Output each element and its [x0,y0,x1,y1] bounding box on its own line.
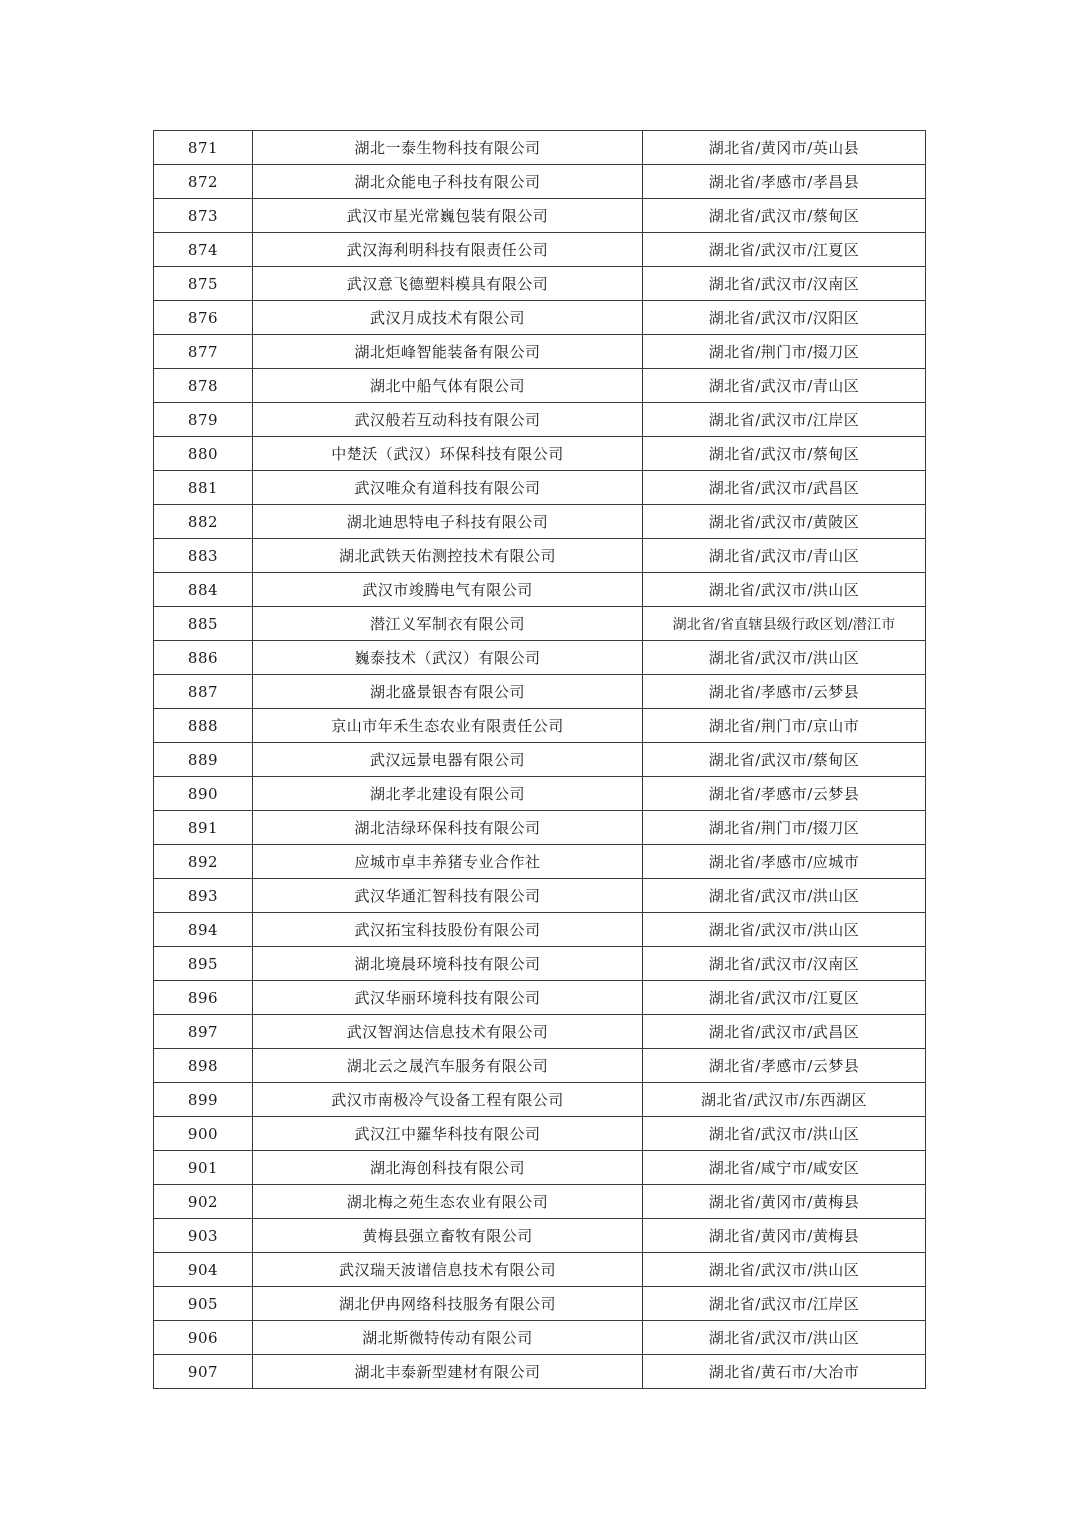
table-row [154,1287,926,1321]
row-number: 873 [154,199,253,233]
company-name: 武汉华丽环境科技有限公司 [253,981,643,1015]
company-name: 中楚沃（武汉）环保科技有限公司 [253,437,643,471]
company-name: 应城市卓丰养猪专业合作社 [253,845,643,879]
company-name: 湖北丰泰新型建材有限公司 [253,1355,643,1389]
company-region: 湖北省/孝感市/云梦县 [643,675,926,709]
table-row [154,267,926,301]
company-name: 武汉市星光常巍包装有限公司 [253,199,643,233]
company-name: 黄梅县强立畜牧有限公司 [253,1219,643,1253]
row-number: 906 [154,1321,253,1355]
row-number: 901 [154,1151,253,1185]
company-region: 湖北省/武汉市/洪山区 [643,1321,926,1355]
row-number: 871 [154,131,253,165]
company-region: 湖北省/黄冈市/黄梅县 [643,1185,926,1219]
company-name: 湖北盛景银杏有限公司 [253,675,643,709]
row-number: 879 [154,403,253,437]
company-list-body [154,131,926,1389]
company-name: 武汉智润达信息技术有限公司 [253,1015,643,1049]
table-row [154,641,926,675]
company-name: 湖北伊冉网络科技服务有限公司 [253,1287,643,1321]
row-number: 890 [154,777,253,811]
table-row [154,845,926,879]
table-row [154,539,926,573]
row-number: 903 [154,1219,253,1253]
row-number: 891 [154,811,253,845]
row-number: 893 [154,879,253,913]
company-region: 湖北省/孝感市/应城市 [643,845,926,879]
row-number: 895 [154,947,253,981]
table-row [154,1185,926,1219]
company-region: 湖北省/武汉市/江岸区 [643,1287,926,1321]
company-name: 京山市年禾生态农业有限责任公司 [253,709,643,743]
company-region: 湖北省/黄冈市/黄梅县 [643,1219,926,1253]
row-number: 904 [154,1253,253,1287]
row-number: 888 [154,709,253,743]
table-row [154,1321,926,1355]
table-row [154,1117,926,1151]
row-number: 877 [154,335,253,369]
row-number: 887 [154,675,253,709]
table-row [154,811,926,845]
company-name: 武汉瑞天波谱信息技术有限公司 [253,1253,643,1287]
row-number: 907 [154,1355,253,1389]
row-number: 905 [154,1287,253,1321]
table-row [154,1355,926,1389]
company-name: 巍泰技术（武汉）有限公司 [253,641,643,675]
company-name: 湖北迪思特电子科技有限公司 [253,505,643,539]
row-number: 876 [154,301,253,335]
table-row [154,1253,926,1287]
company-region: 湖北省/武汉市/洪山区 [643,1117,926,1151]
table-row [154,743,926,777]
company-name: 武汉海利明科技有限责任公司 [253,233,643,267]
table-row [154,1015,926,1049]
company-region: 湖北省/武汉市/汉阳区 [643,301,926,335]
company-region: 湖北省/黄冈市/英山县 [643,131,926,165]
company-name: 湖北一泰生物科技有限公司 [253,131,643,165]
company-region: 湖北省/武汉市/江夏区 [643,981,926,1015]
company-name: 武汉华通汇智科技有限公司 [253,879,643,913]
company-name: 武汉市竣腾电气有限公司 [253,573,643,607]
row-number: 884 [154,573,253,607]
table-row [154,403,926,437]
company-region: 湖北省/武汉市/汉南区 [643,267,926,301]
company-name: 湖北炬峰智能装备有限公司 [253,335,643,369]
company-name: 湖北境晨环境科技有限公司 [253,947,643,981]
row-number: 875 [154,267,253,301]
company-name: 湖北孝北建设有限公司 [253,777,643,811]
company-region: 湖北省/武汉市/武昌区 [643,1015,926,1049]
row-number: 892 [154,845,253,879]
table-row [154,165,926,199]
company-region: 湖北省/武汉市/蔡甸区 [643,437,926,471]
row-number: 874 [154,233,253,267]
company-name: 武汉江中羅华科技有限公司 [253,1117,643,1151]
table-row [154,913,926,947]
row-number: 882 [154,505,253,539]
company-region: 湖北省/武汉市/洪山区 [643,879,926,913]
row-number: 872 [154,165,253,199]
row-number: 900 [154,1117,253,1151]
company-name: 武汉唯众有道科技有限公司 [253,471,643,505]
table-row [154,199,926,233]
row-number: 883 [154,539,253,573]
company-name: 湖北海创科技有限公司 [253,1151,643,1185]
company-name: 湖北中船气体有限公司 [253,369,643,403]
row-number: 881 [154,471,253,505]
company-name: 湖北洁绿环保科技有限公司 [253,811,643,845]
table-row [154,1049,926,1083]
row-number: 878 [154,369,253,403]
company-name: 武汉意飞德塑料模具有限公司 [253,267,643,301]
table-row [154,573,926,607]
company-name: 潜江义军制衣有限公司 [253,607,643,641]
company-region: 湖北省/省直辖县级行政区划/潜江市 [643,607,926,641]
company-region: 湖北省/武汉市/蔡甸区 [643,199,926,233]
company-region: 湖北省/武汉市/江夏区 [643,233,926,267]
company-region: 湖北省/武汉市/汉南区 [643,947,926,981]
table-row [154,675,926,709]
company-name: 湖北武铁天佑测控技术有限公司 [253,539,643,573]
row-number: 902 [154,1185,253,1219]
row-number: 880 [154,437,253,471]
company-region: 湖北省/武汉市/蔡甸区 [643,743,926,777]
company-region: 湖北省/武汉市/洪山区 [643,1253,926,1287]
table-row [154,131,926,165]
company-region: 湖北省/武汉市/黄陂区 [643,505,926,539]
company-name: 武汉市南极冷气设备工程有限公司 [253,1083,643,1117]
row-number: 886 [154,641,253,675]
row-number: 894 [154,913,253,947]
table-row [154,607,926,641]
table-row [154,709,926,743]
table-row [154,1219,926,1253]
company-name: 湖北云之晟汽车服务有限公司 [253,1049,643,1083]
company-region: 湖北省/武汉市/洪山区 [643,913,926,947]
company-list-table [153,130,926,1389]
row-number: 898 [154,1049,253,1083]
row-number: 899 [154,1083,253,1117]
company-region: 湖北省/荆门市/京山市 [643,709,926,743]
row-number: 889 [154,743,253,777]
company-region: 湖北省/武汉市/洪山区 [643,573,926,607]
table-row [154,437,926,471]
company-region: 湖北省/孝感市/云梦县 [643,1049,926,1083]
table-row [154,947,926,981]
table-row [154,1083,926,1117]
company-region: 湖北省/武汉市/江岸区 [643,403,926,437]
company-region: 湖北省/黄石市/大冶市 [643,1355,926,1389]
company-name: 武汉般若互动科技有限公司 [253,403,643,437]
table-row [154,471,926,505]
table-row [154,233,926,267]
company-region: 湖北省/荆门市/掇刀区 [643,811,926,845]
company-name: 武汉月成技术有限公司 [253,301,643,335]
company-region: 湖北省/武汉市/洪山区 [643,641,926,675]
company-region: 湖北省/武汉市/青山区 [643,369,926,403]
row-number: 897 [154,1015,253,1049]
company-region: 湖北省/武汉市/武昌区 [643,471,926,505]
table-row [154,335,926,369]
table-row [154,1151,926,1185]
table-row [154,369,926,403]
company-name: 武汉远景电器有限公司 [253,743,643,777]
company-region: 湖北省/荆门市/掇刀区 [643,335,926,369]
company-name: 湖北斯微特传动有限公司 [253,1321,643,1355]
company-region: 湖北省/孝感市/孝昌县 [643,165,926,199]
table-row [154,777,926,811]
company-name: 湖北梅之苑生态农业有限公司 [253,1185,643,1219]
company-name: 湖北众能电子科技有限公司 [253,165,643,199]
table-row [154,981,926,1015]
company-name: 武汉拓宝科技股份有限公司 [253,913,643,947]
company-region: 湖北省/武汉市/青山区 [643,539,926,573]
table-row [154,505,926,539]
row-number: 896 [154,981,253,1015]
table-row [154,301,926,335]
company-region: 湖北省/咸宁市/咸安区 [643,1151,926,1185]
row-number: 885 [154,607,253,641]
table-row [154,879,926,913]
company-region: 湖北省/武汉市/东西湖区 [643,1083,926,1117]
company-region: 湖北省/孝感市/云梦县 [643,777,926,811]
